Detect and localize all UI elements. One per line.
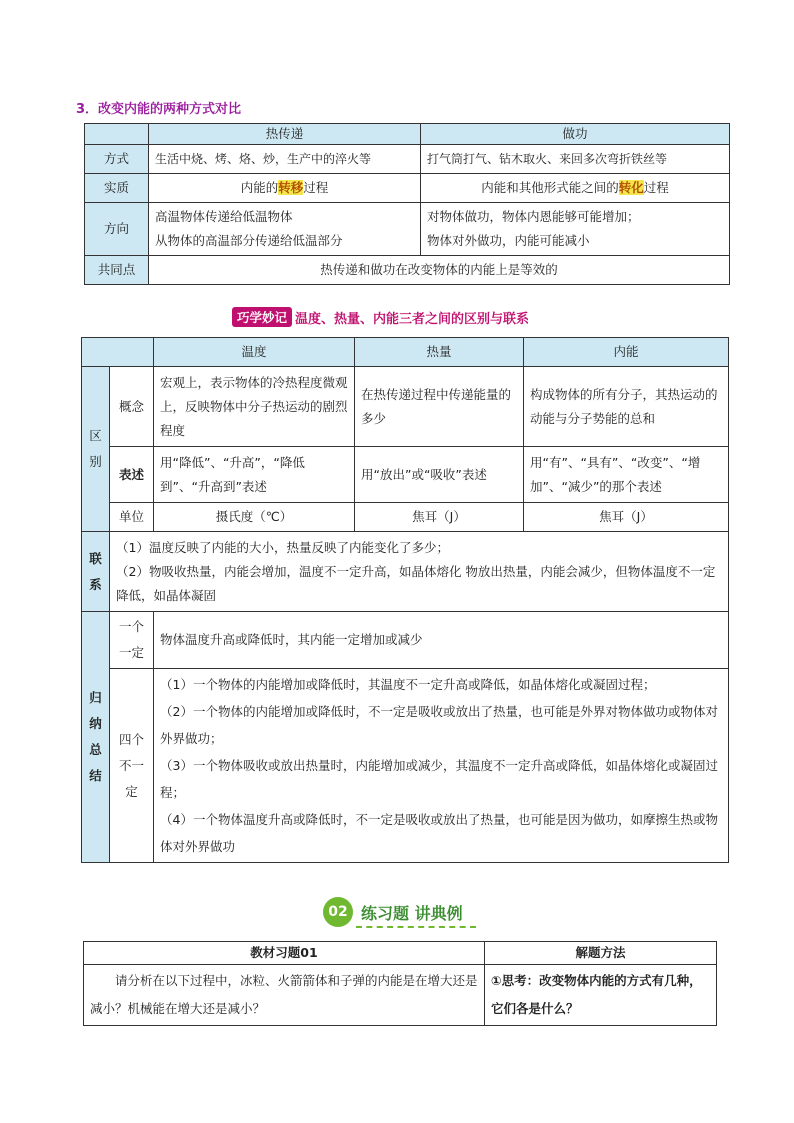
corner-cell-2 (82, 338, 154, 367)
corner-cell (85, 124, 149, 145)
practice-number-badge: 02 (323, 897, 353, 927)
comparison-table (84, 123, 730, 285)
four-indefinite-label: 四个 不一 定 (110, 669, 154, 863)
concept-temp: 宏观上，表示物体的冷热程度微观上，反映物体中分子热运动的剧烈程度 (154, 367, 355, 447)
practice-underline (356, 926, 476, 928)
unit-heat: 焦耳（J） (355, 503, 524, 532)
summary-label: 归 纳 总 结 (82, 612, 110, 863)
header-heat: 热量 (355, 338, 524, 367)
four-indefinite-text: （1）一个物体的内能增加或降低时，其温度不一定升高或降低，如晶体熔化或凝固过程； （2）一个物体的内能增加或降低时，不一定是吸收或放出了热量，也可能是外界对物体做功或物体对外界做功； （3）一个物体吸收或放出热量时，内能增加或减少，其温度不一定升高或降低，如晶体熔化或凝固过程； （4）一个物体温度升高或降低时，不一定是吸收或放出了热量，也可能是因为做功，如摩擦生热或物体对外界做功 (154, 669, 729, 863)
one-definite-label: 一个 一定 (110, 612, 154, 669)
row-label-essence: 实质 (85, 174, 149, 203)
expr-heat: 用“放出”或“吸收”表述 (355, 447, 524, 503)
concept-label: 概念 (110, 367, 154, 447)
unit-energy: 焦耳（J） (524, 503, 729, 532)
row-label-direction: 方向 (85, 203, 149, 256)
header-energy: 内能 (524, 338, 729, 367)
method-head: 解题方法 (485, 942, 717, 965)
tip-heading (232, 307, 529, 327)
header-temp: 温度 (154, 338, 355, 367)
row-label-way: 方式 (85, 145, 149, 174)
link-label: 联 系 (82, 532, 110, 612)
practice-table (83, 941, 717, 1026)
row-label-common: 共同点 (85, 256, 149, 285)
way-work: 打气筒打气、钻木取火、来回多次弯折铁丝等 (421, 145, 730, 174)
expr-energy: 用“有”、“具有”、“改变”、“增加”、“减少”的那个表述 (524, 447, 729, 503)
exercise-head: 教材习题01 (84, 942, 485, 965)
concept-heat: 在热传递过程中传递能量的多少 (355, 367, 524, 447)
section-title: 3．改变内能的两种方式对比 (76, 102, 242, 117)
tip-badge: 巧学妙记 (232, 307, 292, 327)
expr-temp: 用“降低”、“升高”，“降低到”、“升高到”表述 (154, 447, 355, 503)
diff-label: 区 别 (82, 367, 110, 532)
essence-work: 内能和其他形式能之间的转化过程 (421, 174, 730, 203)
concept-energy: 构成物体的所有分子，其热运动的动能与分子势能的总和 (524, 367, 729, 447)
method-text: ①思考：改变物体内能的方式有几种，它们各是什么？ (485, 965, 717, 1026)
tip-title: 温度、热量、内能三者之间的区别与联系 (295, 311, 530, 327)
one-definite-text: 物体温度升高或降低时，其内能一定增加或减少 (154, 612, 729, 669)
header-heat-transfer: 热传递 (149, 124, 421, 145)
practice-title: 练习题 讲典例 (361, 903, 463, 923)
unit-label: 单位 (110, 503, 154, 532)
essence-heat: 内能的转移过程 (149, 174, 421, 203)
direction-work: 对物体做功，物体内恩能够可能增加； 物体对外做功，内能可能减小 (421, 203, 730, 256)
temp-heat-energy-table (81, 337, 729, 863)
unit-temp: 摄氏度（℃） (154, 503, 355, 532)
expr-label: 表述 (110, 447, 154, 503)
practice-heading (323, 897, 463, 927)
link-text: （1）温度反映了内能的大小，热量反映了内能变化了多少； （2）物吸收热量，内能会增加，温度不一定升高，如晶体熔化 物放出热量，内能会减少，但物体温度不一定降低，如晶体凝固 (110, 532, 729, 612)
exercise-text: 请分析在以下过程中，冰粒、火箭箭体和子弹的内能是在增大还是减小？机械能在增大还是减小？ (84, 965, 485, 1026)
direction-heat: 高温物体传递给低温物体 从物体的高温部分传递给低温部分 (149, 203, 421, 256)
header-work: 做功 (421, 124, 730, 145)
way-heat: 生活中烧、烤、烙、炒，生产中的淬火等 (149, 145, 421, 174)
common-text: 热传递和做功在改变物体的内能上是等效的 (149, 256, 730, 285)
